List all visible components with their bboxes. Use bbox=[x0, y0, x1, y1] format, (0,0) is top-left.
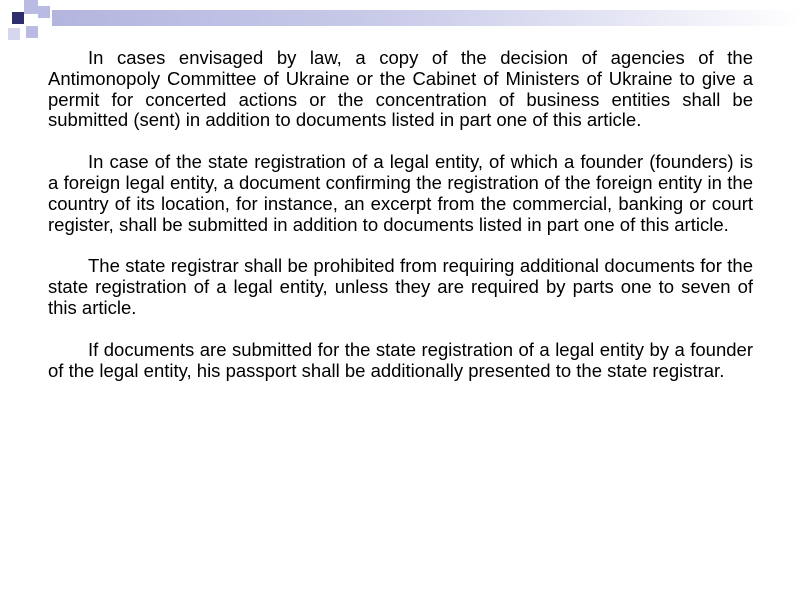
paragraph: The state registrar shall be prohibited from requiring additional documents for the state registration of a legal entity, unless they are required by parts one to seven of this article. bbox=[48, 255, 753, 318]
slide-corner-decoration bbox=[0, 0, 64, 52]
header-gradient-band bbox=[52, 10, 800, 26]
paragraph: In cases envisaged by law, a copy of the decision of agencies of the Antimonopoly Committee of Ukraine or the Cabinet of Ministers of Ukraine to give a permit for concerted actions or the concentration of business entities shall be submitted (sent) in addition to documents listed in part one of this article. bbox=[48, 47, 753, 131]
slide-body bbox=[48, 48, 753, 402]
corner-square-light bbox=[24, 0, 38, 14]
paragraph: In case of the state registration of a legal entity, of which a founder (founders) is a foreign legal entity, a document confirming the registration of the foreign entity in the country of its location, for instance, an excerpt from the commercial, banking or court register, shall be submitted in addition to documents listed in part one of this article. bbox=[48, 151, 753, 235]
corner-square-dark bbox=[12, 12, 24, 24]
corner-square-light bbox=[8, 28, 20, 40]
corner-square-light bbox=[38, 6, 50, 18]
corner-square-light bbox=[26, 26, 38, 38]
paragraph: If documents are submitted for the state registration of a legal entity by a founder of the legal entity, his passport shall be additionally presented to the state registrar. bbox=[48, 338, 753, 381]
